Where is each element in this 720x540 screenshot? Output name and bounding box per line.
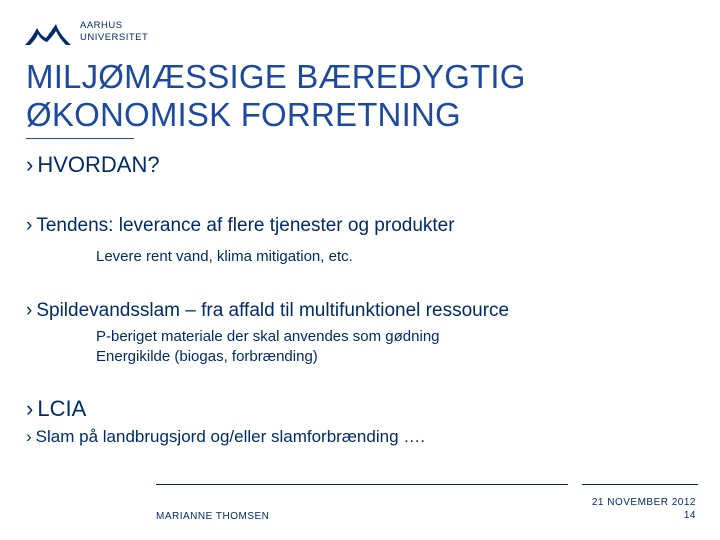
footer-date: 21 NOVEMBER 2012 (591, 497, 696, 508)
bullet-marker: › (26, 215, 33, 236)
sub-bullet: P-beriget materiale der skal anvendes som gødning (96, 328, 440, 345)
bullet-lcia (26, 396, 86, 422)
bullet-marker: › (26, 427, 32, 446)
bullet-hvordan (26, 152, 160, 178)
bullet-slam (26, 427, 425, 447)
bullet-marker: › (26, 396, 34, 421)
footer-author: MARIANNE THOMSEN (156, 511, 270, 522)
bullet-text: Spildevandsslam – fra affald til multifunktionel ressource (36, 300, 510, 321)
bullet-spildevandsslam (26, 300, 509, 322)
title-line-2: ØKONOMISK FORRETNING (26, 96, 461, 133)
bullet-text: LCIA (37, 396, 87, 421)
logo-line-2: UNIVERSITET (80, 32, 149, 43)
bullet-text: Slam på landbrugsjord og/eller slamforbrænding …. (35, 427, 425, 446)
page-number: 14 (683, 510, 696, 521)
slide-title (26, 58, 526, 134)
bullet-text: Tendens: leverance af flere tjenester og produkter (36, 215, 455, 236)
title-line-1: MILJØMÆSSIGE BÆREDYGTIG (26, 58, 526, 95)
bullet-tendens (26, 215, 455, 237)
bullet-marker: › (26, 300, 33, 321)
footer-date-page (592, 496, 696, 522)
logo-line-1: AARHUS (80, 20, 123, 31)
sub-bullet: Energikilde (biogas, forbrænding) (96, 348, 318, 365)
footer-divider-left (156, 484, 568, 485)
footer-divider-right (582, 484, 698, 485)
title-underline (26, 138, 134, 139)
university-logo-icon (22, 18, 74, 48)
bullet-marker: › (26, 152, 34, 177)
bullet-text: HVORDAN? (37, 152, 160, 177)
university-name (80, 20, 148, 44)
sub-bullet: Levere rent vand, klima mitigation, etc. (96, 248, 353, 265)
